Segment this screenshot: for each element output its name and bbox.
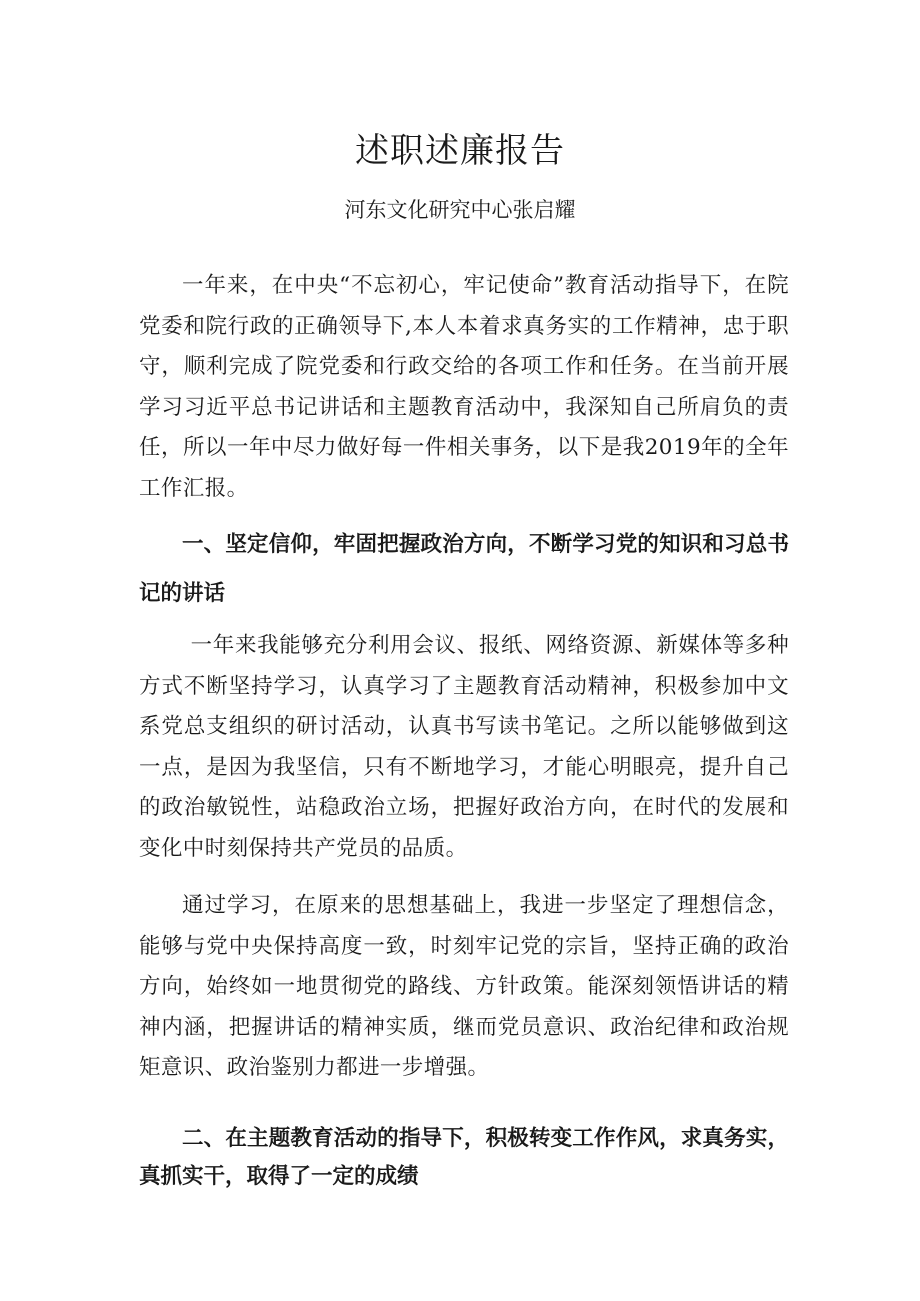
section-heading-1: 一、坚定信仰，牢固把握政治方向，不断学习党的知识和习总书记的讲话: [139, 532, 789, 606]
section1-paragraph-1: 一年来我能够充分利用会议、报纸、网络资源、新媒体等多种方式不断坚持学习，认真学习了主题教育活动精神，积极参加中文系党总支组织的研讨活动，认真书写读书笔记。之所以能够做到这一点，是因为我坚信，只有不断地学习，才能心明眼亮，提升自己的政治敏锐性，站稳政治立场，把握好政治方向，在时代的发展和变化中时刻保持共产党员的品质。: [139, 633, 789, 861]
section1-paragraph-2: 通过学习，在原来的思想基础上，我进一步坚定了理想信念，能够与党中央保持高度一致，时刻牢记党的宗旨，坚持正确的政治方向，始终如一地贯彻党的路线、方针政策。能深刻领悟讲话的精神内涵，把握讲话的精神实质，继而党员意识、政治纪律和政治规矩意识、政治鉴别力都进一步增强。: [139, 893, 789, 1080]
author-line: 河东文化研究中心张启耀: [344, 198, 576, 222]
report-title: 述职述廉报告: [355, 131, 565, 171]
section-heading-2: 二、在主题教育活动的指导下，积极转变工作作风，求真务实，真抓实干，取得了一定的成绩: [139, 1126, 789, 1189]
intro-paragraph: 一年来，在中央“不忘初心，牢记使命”教育活动指导下，在院党委和院行政的正确领导下,本人本着求真务实的工作精神，忠于职守，顺利完成了院党委和行政交给的各项工作和任务。在当前开展学习习近平总书记讲话和主题教育活动中，我深知自己所肩负的责任，所以一年中尽力做好每一件相关事务，以下是我2019年的全年工作汇报。: [139, 273, 789, 501]
